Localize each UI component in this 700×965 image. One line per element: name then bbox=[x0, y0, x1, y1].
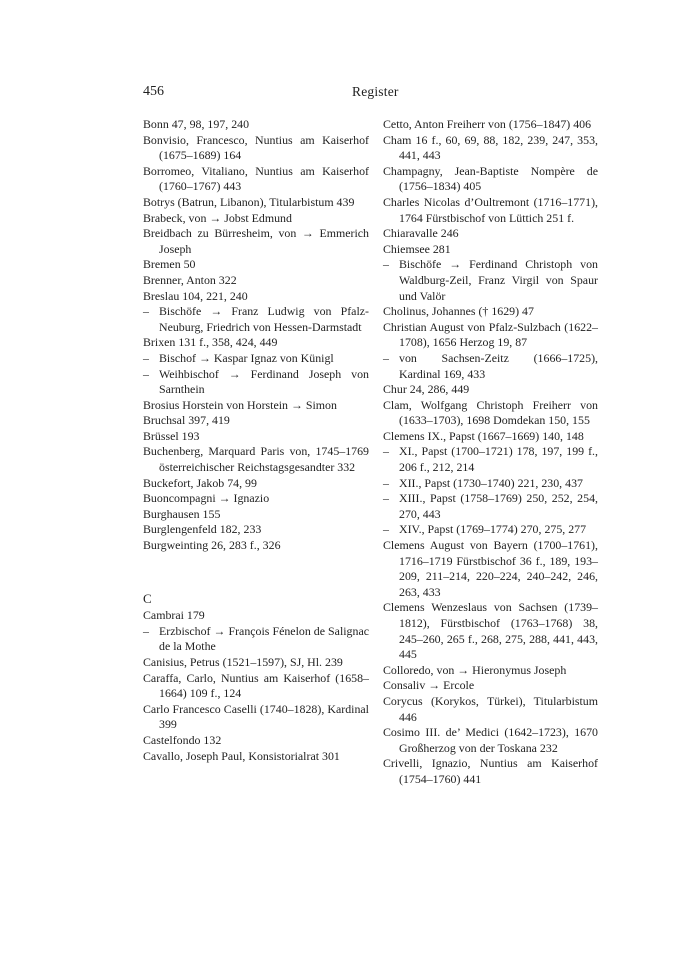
index-entry-text: Cholinus, Johannes († 1629) 47 bbox=[383, 304, 534, 319]
index-entry-text: Bremen 50 bbox=[143, 257, 196, 272]
subentry-dash: – bbox=[143, 623, 149, 638]
index-entry-text: Caraffa, Carlo, Nuntius am Kaiserhof (1658–1664) 109 f., 124 bbox=[143, 670, 369, 701]
index-entry bbox=[143, 538, 369, 554]
index-entry bbox=[143, 413, 369, 429]
index-entry bbox=[383, 304, 598, 320]
index-entry bbox=[383, 226, 598, 242]
index-entry bbox=[143, 608, 369, 624]
subentry-dash: – bbox=[143, 366, 149, 381]
index-entry-text: Buckefort, Jakob 74, 99 bbox=[143, 475, 257, 490]
index-entry bbox=[143, 273, 369, 289]
index-entry-text: Brenner, Anton 322 bbox=[143, 272, 237, 287]
index-entry-text: XII., Papst (1730–1740) 221, 230, 437 bbox=[399, 475, 583, 490]
index-entry bbox=[383, 600, 598, 662]
index-entry-text: Bruchsal 397, 419 bbox=[143, 413, 230, 428]
right-index-column bbox=[383, 117, 598, 788]
index-subentry bbox=[383, 444, 598, 475]
index-entry bbox=[143, 226, 369, 257]
index-entry-text: Cambrai 179 bbox=[143, 608, 205, 623]
index-entry-text: von Sachsen-Zeitz (1666–1725), Kardinal 169, 433 bbox=[399, 350, 598, 381]
index-entry-text: Castelfondo 132 bbox=[143, 732, 222, 747]
index-entry bbox=[143, 429, 369, 445]
index-entry bbox=[143, 289, 369, 305]
index-entry-text: Chiemsee 281 bbox=[383, 241, 451, 256]
index-entry bbox=[383, 725, 598, 756]
index-entry-text: Clam, Wolfgang Christoph Freiherr von (1633–1703), 1698 Domdekan 150, 155 bbox=[383, 397, 598, 428]
index-entry-text: Bischof → Kaspar Ignaz von Künigl bbox=[159, 350, 334, 365]
index-entry-text: Crivelli, Ignazio, Nuntius am Kaiserhof (1754–1760) 441 bbox=[383, 756, 598, 786]
index-entry-text: Cosimo III. de’ Medici (1642–1723), 1670 Großherzog von der Toskana 232 bbox=[383, 725, 598, 755]
page-number: 456 bbox=[143, 84, 164, 99]
index-entry bbox=[383, 133, 598, 164]
index-entry-text: Colloredo, von → Hieronymus Joseph bbox=[383, 662, 567, 677]
index-entry bbox=[383, 382, 598, 398]
index-entry-text: Cham 16 f., 60, 69, 88, 182, 239, 247, 353, 441, 443 bbox=[383, 132, 598, 163]
index-entry bbox=[143, 195, 369, 211]
subentry-dash: – bbox=[383, 257, 389, 272]
index-subentry bbox=[143, 367, 369, 398]
index-entry-text: Champagny, Jean-Baptiste Nompère de (1756–1834) 405 bbox=[383, 163, 598, 194]
index-entry-text: Brixen 131 f., 358, 424, 449 bbox=[143, 335, 278, 350]
index-entry-text: Charles Nicolas d’Oultremont (1716–1771), 1764 Fürstbischof von Lüttich 251 f. bbox=[383, 194, 598, 225]
index-entry-text: Corycus (Korykos, Türkei), Titularbistum 446 bbox=[383, 693, 598, 724]
index-entry-text: Canisius, Petrus (1521–1597), SJ, Hl. 239 bbox=[143, 655, 343, 669]
index-entry-text: Buoncompagni → Ignazio bbox=[143, 491, 270, 506]
index-entry-text: Borromeo, Vitaliano, Nuntius am Kaiserhof (1760–1767) 443 bbox=[143, 163, 369, 194]
index-entry-text: Burglengenfeld 182, 233 bbox=[143, 522, 262, 537]
index-subentry bbox=[383, 351, 598, 382]
index-entry-text: Burghausen 155 bbox=[143, 506, 221, 521]
index-entry bbox=[143, 733, 369, 749]
index-entry-text: Bischöfe → Ferdinand Christoph von Waldburg-Zeil, Franz Virgil von Spaur und Valör bbox=[399, 257, 598, 303]
index-subentry bbox=[383, 476, 598, 492]
index-entry-text: Chur 24, 286, 449 bbox=[383, 382, 470, 397]
index-subentry bbox=[383, 522, 598, 538]
index-subentry bbox=[383, 491, 598, 522]
index-entry-text: Brüssel 193 bbox=[143, 428, 200, 443]
index-entry bbox=[143, 491, 369, 507]
index-entry bbox=[143, 671, 369, 702]
index-entry bbox=[143, 749, 369, 765]
index-entry bbox=[143, 444, 369, 475]
index-entry bbox=[143, 398, 369, 414]
index-subentry bbox=[143, 624, 369, 655]
index-entry-text: XI., Papst (1700–1721) 178, 197, 199 f., 206 f., 212, 214 bbox=[399, 444, 598, 475]
index-entry bbox=[143, 507, 369, 523]
index-entry-text: Brabeck, von → Jobst Edmund bbox=[143, 210, 292, 225]
index-entry-text: XIV., Papst (1769–1774) 270, 275, 277 bbox=[399, 522, 587, 537]
index-entry-text: Burgweinting 26, 283 f., 326 bbox=[143, 538, 281, 553]
index-entry bbox=[383, 398, 598, 429]
subentry-dash: – bbox=[383, 475, 389, 490]
index-entry-text: Christian August von Pfalz-Sulzbach (1622–1708), 1656 Herzog 19, 87 bbox=[383, 319, 598, 350]
index-entry bbox=[143, 522, 369, 538]
index-entry-text: XIII., Papst (1758–1769) 250, 252, 254, 270, 443 bbox=[399, 491, 598, 521]
index-subentry bbox=[143, 351, 369, 367]
index-subentry bbox=[143, 304, 369, 335]
index-entry-text: Clemens Wenzeslaus von Sachsen (1739–1812), Fürstbischof (1763–1768) 38, 245–260, 265 f., 268, 275, 288, 441, 443, 445 bbox=[383, 600, 598, 662]
index-entry bbox=[143, 117, 369, 133]
index-entry bbox=[383, 694, 598, 725]
index-entry bbox=[383, 320, 598, 351]
index-entry bbox=[143, 476, 369, 492]
subentry-dash: – bbox=[383, 522, 389, 537]
index-entry-text: Clemens IX., Papst (1667–1669) 140, 148 bbox=[383, 428, 584, 443]
index-entry-text: Carlo Francesco Caselli (1740–1828), Kardinal 399 bbox=[143, 701, 369, 732]
subentry-dash: – bbox=[143, 304, 149, 319]
subentry-dash: – bbox=[143, 350, 149, 365]
index-entry bbox=[383, 663, 598, 679]
subentry-dash: – bbox=[383, 444, 389, 459]
index-entry-text: Weihbischof → Ferdinand Joseph von Sarnthein bbox=[159, 366, 369, 397]
index-entry-text: Cavallo, Joseph Paul, Konsistorialrat 301 bbox=[143, 748, 340, 763]
left-index-column bbox=[143, 117, 369, 764]
index-subentry bbox=[383, 257, 598, 304]
index-entry-text: Bonvisio, Francesco, Nuntius am Kaiserhof (1675–1689) 164 bbox=[143, 132, 369, 163]
index-entry-text: Erzbischof → François Fénelon de Salignac de la Mothe bbox=[159, 623, 369, 654]
index-entry bbox=[143, 335, 369, 351]
index-entry-text: Bischöfe → Franz Ludwig von Pfalz-Neuburg, Friedrich von Hessen-Darmstadt bbox=[159, 304, 369, 334]
index-entry bbox=[383, 678, 598, 694]
index-entry bbox=[143, 655, 369, 671]
index-entry-text: C bbox=[143, 590, 152, 606]
index-entry-text: Chiaravalle 246 bbox=[383, 226, 459, 241]
index-entry bbox=[143, 133, 369, 164]
running-head: Register bbox=[352, 84, 399, 99]
index-entry bbox=[143, 211, 369, 227]
index-entry-text: Botrys (Batrun, Libanon), Titularbistum 439 bbox=[143, 194, 355, 209]
index-entry bbox=[383, 164, 598, 195]
index-entry-text: Breslau 104, 221, 240 bbox=[143, 288, 248, 303]
index-entry-text: Buchenberg, Marquard Paris von, 1745–1769 österreichischer Reichstagsgesandter 332 bbox=[143, 444, 369, 475]
index-entry-text: Cetto, Anton Freiherr von (1756–1847) 406 bbox=[383, 117, 592, 131]
index-entry bbox=[383, 117, 598, 133]
index-entry bbox=[143, 257, 369, 273]
index-entry bbox=[383, 195, 598, 226]
index-entry bbox=[383, 429, 598, 445]
index-entry-text: Breidbach zu Bürresheim, von → Emmerich Joseph bbox=[143, 226, 369, 256]
index-entry bbox=[143, 702, 369, 733]
index-entry-text: Brosius Horstein von Horstein → Simon bbox=[143, 397, 337, 412]
index-letter-heading bbox=[143, 591, 369, 607]
index-entry bbox=[383, 242, 598, 258]
index-entry-text: Consaliv → Ercole bbox=[383, 678, 475, 693]
index-entry-text: Bonn 47, 98, 197, 240 bbox=[143, 117, 250, 131]
subentry-dash: – bbox=[383, 491, 389, 506]
index-entry bbox=[383, 756, 598, 787]
index-entry-text: Clemens August von Bayern (1700–1761), 1716–1719 Fürstbischof 36 f., 189, 193–209, 211–214, 220–224, 240–242, 246, 263, 433 bbox=[383, 538, 598, 599]
index-entry bbox=[383, 538, 598, 600]
index-entry bbox=[143, 164, 369, 195]
subentry-dash: – bbox=[383, 350, 389, 365]
